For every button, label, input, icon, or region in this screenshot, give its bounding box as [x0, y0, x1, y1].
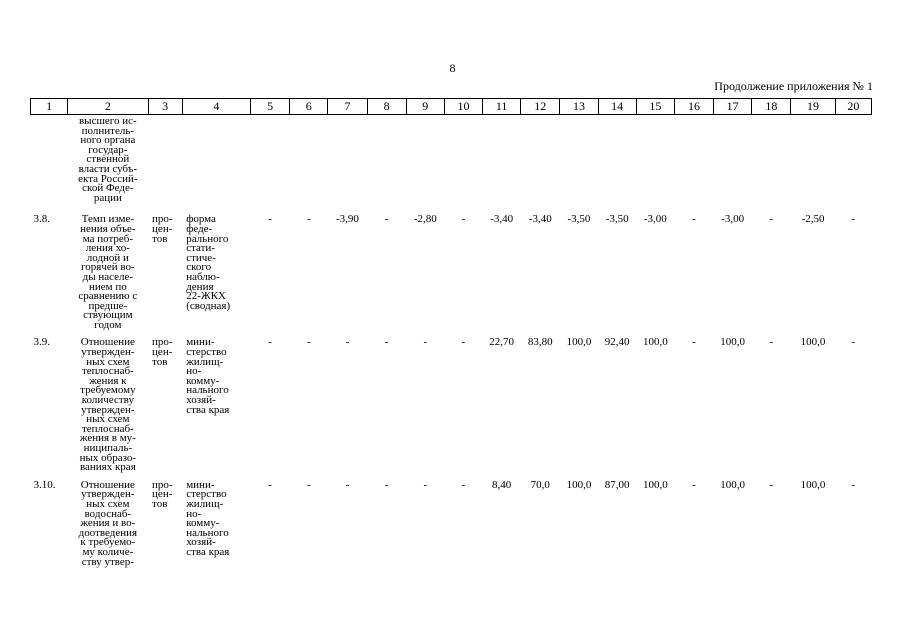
value-cell: - [769, 213, 774, 226]
value-cell: 83,80 [527, 336, 553, 349]
value-cell: - [423, 478, 428, 491]
column-header: 16 [674, 99, 713, 115]
column-header: 18 [752, 99, 791, 115]
value-cell: - [692, 336, 696, 349]
unit-of-measure: про- цен- тов [152, 213, 173, 245]
column-header: 12 [521, 99, 560, 115]
indicator-name: Отношение утвержден- ных схем теплоснаб- жения к требуемому количеству утвержден- ных схем теплоснаб- жения в му- ниципаль- ных образо- ваниях края [79, 336, 137, 474]
empty-cell [367, 115, 406, 208]
value-cell: - [306, 336, 311, 349]
value-cell: 87,00 [604, 478, 630, 491]
empty-cell [148, 115, 182, 208]
value-cell: - [851, 336, 856, 349]
value-cell: -3,40 [490, 213, 514, 226]
value-cell: - [692, 213, 696, 226]
value-cell: -3,00 [643, 213, 667, 226]
page-number: 8 [449, 61, 456, 75]
unit-of-measure: про- цен- тов [152, 478, 173, 510]
table-row [31, 473, 872, 567]
value-cell: 100,0 [720, 478, 746, 491]
empty-cell [674, 115, 713, 208]
column-header: 20 [835, 99, 871, 115]
column-header: 19 [791, 99, 835, 115]
value-cell: - [384, 213, 389, 226]
column-header: 4 [182, 99, 250, 115]
row-number: 3.10. [33, 478, 56, 491]
column-header: 15 [636, 99, 674, 115]
column-header: 9 [406, 99, 444, 115]
row-number [31, 115, 68, 208]
value-cell: -2,50 [801, 213, 825, 226]
column-header: 7 [328, 99, 367, 115]
empty-cell [483, 115, 521, 208]
empty-cell [598, 115, 636, 208]
data-source: мини- стерство жилищ- но- комму- нального хозяй- ства края [186, 478, 230, 558]
empty-cell [752, 115, 791, 208]
value-cell: 100,0 [566, 478, 592, 491]
value-cell: - [769, 336, 774, 349]
row-number: 3.8. [33, 213, 50, 226]
indicators-table [30, 98, 872, 567]
value-cell: -3,50 [605, 213, 629, 226]
value-cell: 100,0 [800, 478, 826, 491]
value-cell: - [769, 478, 774, 491]
value-cell: -3,00 [721, 213, 745, 226]
header-row [31, 99, 872, 115]
empty-cell [251, 115, 290, 208]
value-cell: - [461, 213, 466, 226]
value-cell: - [306, 213, 311, 226]
value-cell: 100,0 [800, 336, 826, 349]
column-header: 17 [714, 99, 752, 115]
table-row [31, 207, 872, 330]
column-header: 2 [68, 99, 148, 115]
column-header: 11 [483, 99, 521, 115]
value-cell: - [268, 478, 272, 491]
value-cell: - [306, 478, 311, 491]
value-cell: 92,40 [604, 336, 630, 349]
empty-cell [791, 115, 835, 208]
table-row [31, 115, 872, 208]
value-cell: - [345, 478, 350, 491]
column-header: 8 [367, 99, 406, 115]
column-header: 1 [31, 99, 68, 115]
value-cell: - [268, 213, 272, 226]
empty-cell [328, 115, 367, 208]
column-header: 10 [444, 99, 482, 115]
value-cell: 22,70 [489, 336, 514, 349]
value-cell: -3,40 [528, 213, 552, 226]
value-cell: - [268, 336, 272, 349]
column-header: 3 [148, 99, 182, 115]
value-cell: 100,0 [720, 336, 746, 349]
value-cell: - [384, 478, 389, 491]
empty-cell [560, 115, 598, 208]
value-cell: 70,0 [530, 478, 550, 491]
indicator-name: высшего ис- полнитель- ного органа государ- ственной власти субъ- екта Россий- ской Феде- рации [78, 115, 138, 204]
value-cell: - [345, 336, 350, 349]
empty-cell [835, 115, 871, 208]
empty-cell [714, 115, 752, 208]
empty-cell [182, 115, 250, 208]
empty-cell [444, 115, 482, 208]
value-cell: 100,0 [642, 336, 668, 349]
continuation-label: Продолжение приложения № 1 [714, 79, 873, 93]
value-cell: - [384, 336, 389, 349]
column-header: 14 [598, 99, 636, 115]
empty-cell [636, 115, 674, 208]
value-cell: - [461, 336, 466, 349]
column-header: 5 [251, 99, 290, 115]
value-cell: -2,80 [413, 213, 437, 226]
column-header: 6 [290, 99, 328, 115]
empty-cell [406, 115, 444, 208]
table-row [31, 330, 872, 472]
column-header: 13 [560, 99, 598, 115]
value-cell: - [692, 478, 696, 491]
indicator-name: Отношение утвержден- ных схем водоснаб- жения и во- доотведения к требуемо- му количе- ству утвер- [78, 478, 138, 568]
value-cell: - [851, 213, 856, 226]
value-cell: 8,40 [492, 478, 512, 491]
unit-of-measure: про- цен- тов [152, 336, 173, 368]
value-cell: -3,50 [567, 213, 591, 226]
value-cell: -3,90 [335, 213, 359, 226]
data-source: форма феде- рального стати- стиче- ского наблю- дения 22-ЖКХ (сводная) [186, 213, 231, 312]
value-cell: 100,0 [566, 336, 592, 349]
value-cell: 100,0 [642, 478, 668, 491]
indicator-name: Темп изме- нения объе- ма потреб- ления хо- лодной и горячей во- ды населе- нием по сравнению с предше- ствующим годом [78, 213, 138, 331]
value-cell: - [461, 478, 466, 491]
data-source: мини- стерство жилищ- но- комму- нального хозяй- ства края [186, 336, 230, 416]
empty-cell [290, 115, 328, 208]
empty-cell [521, 115, 560, 208]
value-cell: - [423, 336, 428, 349]
row-number: 3.9. [33, 336, 50, 349]
value-cell: - [851, 478, 856, 491]
